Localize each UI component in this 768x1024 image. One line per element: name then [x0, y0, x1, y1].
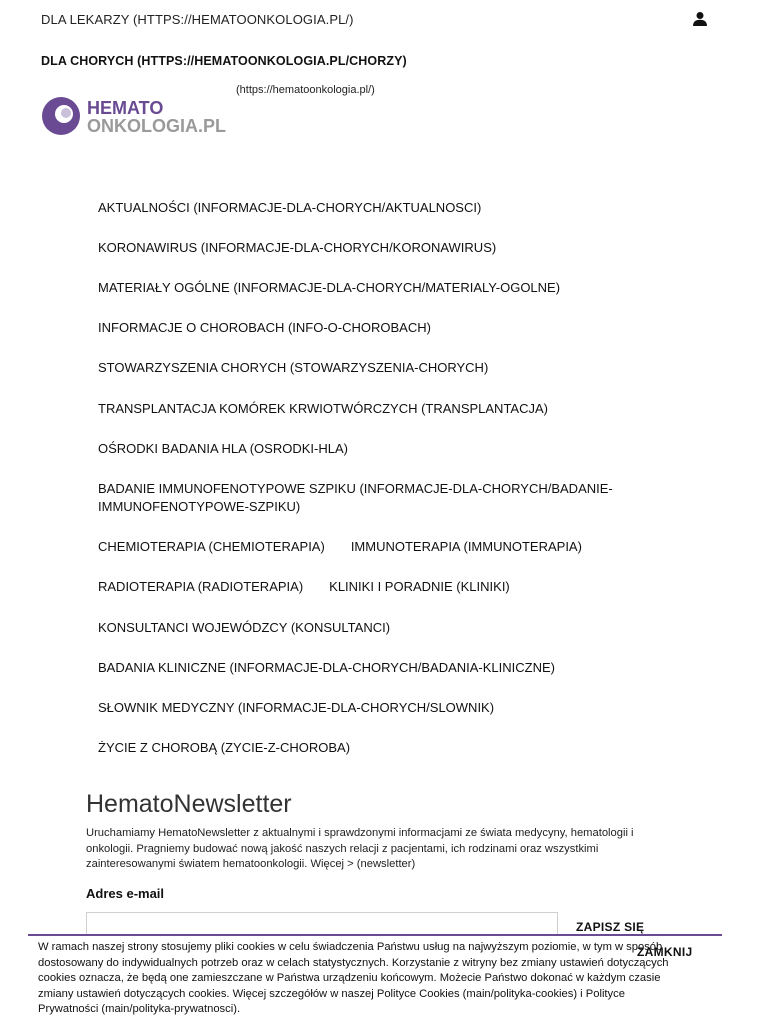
menu-item-konsultanci[interactable]: KONSULTANCI WOJEWÓDZCY (KONSULTANCI): [98, 620, 391, 635]
menu-item-kliniki[interactable]: KLINIKI I PORADNIE (KLINIKI): [329, 579, 510, 594]
menu-item-materialy-ogolne[interactable]: MATERIAŁY OGÓLNE (INFORMACJE-DLA-CHORYCH/MATERIALY-OGOLNE): [98, 280, 561, 295]
logo-graphic: [41, 94, 226, 138]
menu-item-immunoterapia[interactable]: IMMUNOTERAPIA (IMMUNOTERAPIA): [350, 539, 582, 554]
logo-line2: ONKOLOGIA.PL: [87, 116, 226, 136]
menu-item-stowarzyszenia[interactable]: STOWARZYSZENIA CHORYCH (STOWARZYSZENIA-CHORYCH): [98, 360, 489, 375]
menu-item-aktualnosci[interactable]: AKTUALNOŚCI (INFORMACJE-DLA-CHORYCH/AKTUALNOSCI): [98, 200, 482, 215]
menu-item-osrodki-hla[interactable]: OŚRODKI BADANIA HLA (OSRODKI-HLA): [98, 441, 348, 456]
logo-line1: HEMATO: [87, 98, 164, 118]
cookie-divider: [28, 934, 722, 936]
for-patients-link[interactable]: DLA CHORYCH (HTTPS://HEMATOONKOLOGIA.PL/CHORZY): [41, 54, 407, 68]
menu-item-chemioterapia[interactable]: CHEMIOTERAPIA (CHEMIOTERAPIA): [98, 539, 325, 554]
subscribe-button[interactable]: ZAPISZ SIĘ: [576, 920, 645, 934]
menu-item-slownik[interactable]: SŁOWNIK MEDYCZNY (INFORMACJE-DLA-CHORYCH/SLOWNIK): [98, 700, 495, 715]
menu-item-transplantacja[interactable]: TRANSPLANTACJA KOMÓREK KRWIOTWÓRCZYCH (TRANSPLANTACJA): [98, 401, 548, 416]
site-logo[interactable]: [41, 94, 226, 138]
user-icon[interactable]: [692, 11, 708, 27]
cookie-text: W ramach naszej strony stosujemy pliki cookies w celu świadczenia Państwu usług na najwyższym poziomie, w tym w sposób dostosowany do indywidualnych potrzeb oraz w celach statystycznych. Korzystanie z witryny bez zmiany ustawień dotyczących cookies oznacza, że będą one zamieszczane w Państwa urządzeniu końcowym. Możecie Państwo dokonać w każdym czasie zmiany ustawień dotyczących cookies. Więcej szczegółów w naszej Polityce Cookies (main/polityka-cookies) i Polityce Prywatności (main/polityka-prywatnosci).: [38, 941, 669, 1016]
email-label: Adres e-mail: [86, 886, 165, 901]
email-input[interactable]: [86, 912, 558, 936]
menu-item-info-o-chorobach[interactable]: INFORMACJE O CHOROBACH (INFO-O-CHOROBACH): [98, 320, 431, 335]
newsletter-description: Uruchamiamy HematoNewsletter z aktualnymi i sprawdzonymi informacjami ze świata medycyny, hematologii i onkologii. Pragniemy budować nową jakość naszych relacji z pacjentami, ich rodzinami oraz wszystkimi zainteresowanymi światem hematoonkologii. Więcej > (newsletter): [86, 827, 634, 870]
cookie-banner: [0, 934, 768, 1024]
cookie-close-button[interactable]: ZAMKNIJ: [637, 945, 693, 959]
logo-href-text: (https://hematoonkologia.pl/): [236, 84, 375, 96]
for-doctors-link[interactable]: DLA LEKARZY (HTTPS://HEMATOONKOLOGIA.PL/): [41, 12, 354, 27]
menu-item-badanie-immunofenotypowe[interactable]: BADANIE IMMUNOFENOTYPOWE SZPIKU (INFORMACJE-DLA-CHORYCH/BADANIE-IMMUNOFENOTYPOWE-SZPIKU): [98, 481, 613, 514]
menu-item-zycie-z-choroba[interactable]: ŻYCIE Z CHOROBĄ (ZYCIE-Z-CHOROBA): [98, 740, 351, 755]
menu-item-badania-kliniczne[interactable]: BADANIA KLINICZNE (INFORMACJE-DLA-CHORYCH/BADANIA-KLINICZNE): [98, 660, 555, 675]
menu-item-koronawirus[interactable]: KORONAWIRUS (INFORMACJE-DLA-CHORYCH/KORONAWIRUS): [98, 240, 497, 255]
menu-item-radioterapia[interactable]: RADIOTERAPIA (RADIOTERAPIA): [98, 579, 304, 594]
newsletter-title: HematoNewsletter: [86, 790, 292, 818]
